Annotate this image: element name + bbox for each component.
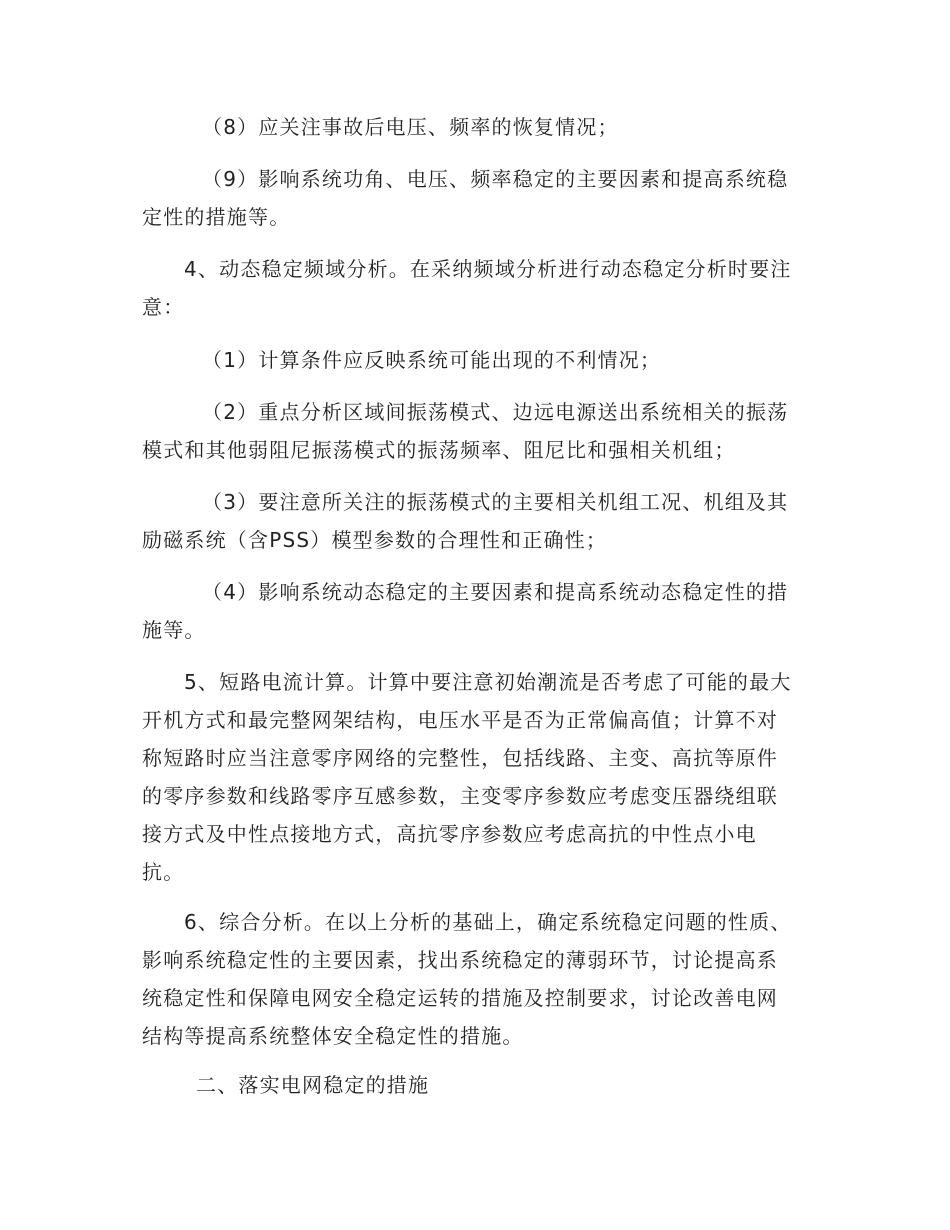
paragraph-item-4-3 [142,483,810,559]
text-line: 统稳定性和保障电网安全稳定运转的措施及控制要求，讨论改善电网 [142,986,778,1010]
paragraph-item-8 [142,108,810,146]
text-line: （8）应关注事故后电压、频率的恢复情况； [202,115,619,139]
text-line: 模式和其他弱阻尼振荡模式的振荡频率、阻尼比和强相关机组； [142,438,736,462]
text-line: 6、综合分析。在以上分析的基础上，确定系统稳定问题的性质、 [184,910,792,934]
text-line: 抗。 [142,860,185,884]
text-line: 施等。 [142,618,206,642]
text-line: 结构等提高系统整体安全稳定性的措施。 [142,1024,524,1048]
text-line: 4、动态稳定频域分析。在采纳频域分析进行动态稳定分析时要注 [184,257,792,281]
paragraph-section-5 [142,663,810,891]
text-line: 5、短路电流计算。计算中要注意初始潮流是否考虑了可能的最大 [184,670,792,694]
text-line: 开机方式和最完整网架结构，电压水平是否为正常偏高值；计算不对 [142,708,778,732]
text-line: 接方式及中性点接地方式，高抗零序参数应考虑高抗的中性点小电 [142,822,757,846]
paragraph-item-4-4 [142,573,810,649]
section-heading [142,1066,810,1104]
text-line: （2）重点分析区域间振荡模式、边远电源送出系统相关的振荡 [202,400,789,424]
paragraph-section-6 [142,903,810,1055]
text-line: 影响系统稳定性的主要因素，找出系统稳定的薄弱环节，讨论提高系 [142,948,778,972]
text-line: 的零序参数和线路零序互感参数，主变零序参数应考虑变压器绕组联 [142,784,778,808]
text-line: 意： [142,295,185,319]
paragraph-item-4-1 [142,341,810,379]
text-line: （4）影响系统动态稳定的主要因素和提高系统动态稳定性的措 [202,580,789,604]
text-line: （9）影响系统功角、电压、频率稳定的主要因素和提高系统稳 [202,167,789,191]
text-line: （1）计算条件应反映系统可能出现的不利情况； [202,348,662,372]
text-line: 定性的措施等。 [142,205,291,229]
text-line: 励磁系统（含PSS）模型参数的合理性和正确性； [142,528,608,552]
text-line: 称短路时应当注意零序网络的完整性，包括线路、主变、高抗等原件 [142,746,778,770]
text-line: 二、落实电网稳定的措施 [196,1073,430,1097]
paragraph-item-9 [142,160,810,236]
paragraph-item-4-2 [142,393,810,469]
paragraph-section-4 [142,250,810,326]
text-line: （3）要注意所关注的振荡模式的主要相关机组工况、机组及其 [202,490,789,514]
